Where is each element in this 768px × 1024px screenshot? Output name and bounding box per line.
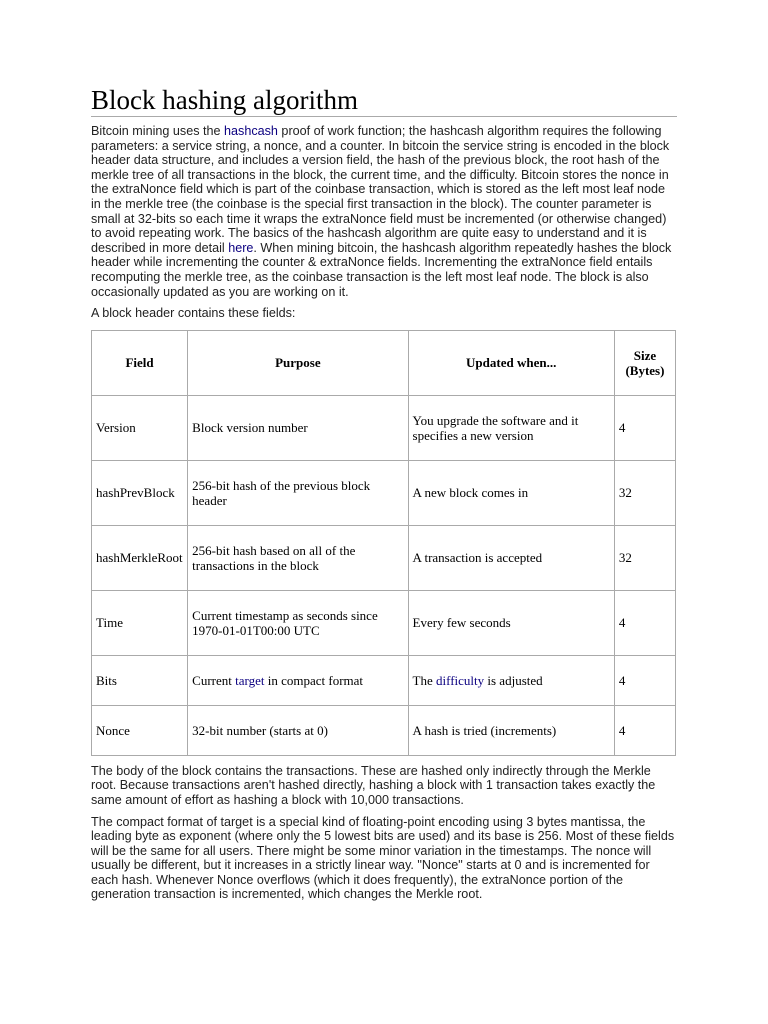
cell-field: hashPrevBlock [92, 460, 188, 525]
cell-size: 32 [614, 525, 675, 590]
cell-size: 4 [614, 395, 675, 460]
article [91, 84, 677, 902]
table-row [92, 525, 676, 590]
body-paragraph: The body of the block contains the transactions. These are hashed only indirectly through the Merkle root. Because transactions aren't hashed directly, hashing a block with 1 transaction takes exactly the same amount of effort as hashing a block with 10,000 transactions. [91, 763, 656, 807]
header-purpose: Purpose [188, 330, 408, 395]
cell-purpose: 256-bit hash of the previous block header [188, 460, 408, 525]
cell-updated: A transaction is accepted [408, 525, 614, 590]
cell-size: 4 [614, 655, 675, 705]
cell-field: Time [92, 590, 188, 655]
table-lead: A block header contains these fields: [91, 306, 296, 321]
table-row [92, 460, 676, 525]
intro-text-1: Bitcoin mining uses the [91, 124, 225, 138]
cell-field: hashMerkleRoot [92, 525, 188, 590]
block-header-table [91, 330, 676, 756]
cell-purpose [188, 655, 408, 705]
purpose-text-pre: Current [192, 672, 236, 688]
table-row [92, 395, 676, 460]
cell-field: Version [92, 395, 188, 460]
cell-size: 4 [614, 590, 675, 655]
header-size: Size (Bytes) [614, 330, 675, 395]
cell-purpose: 32-bit number (starts at 0) [188, 705, 408, 755]
table-row [92, 655, 676, 705]
cell-updated [408, 655, 614, 705]
header-updated: Updated when... [408, 330, 614, 395]
here-link[interactable]: here [228, 240, 254, 255]
cell-updated: You upgrade the software and it specifies a new version [408, 395, 614, 460]
cell-purpose: Block version number [188, 395, 408, 460]
cell-updated: A new block comes in [408, 460, 614, 525]
cell-size: 32 [614, 460, 675, 525]
intro-text-2: proof of work function; the hashcash algorithm requires the following parameters: a service string, a nonce, and a counter. In bitcoin the service string is encoded in the block header data structure, and includes a version field, the hash of the previous block, the root hash of the merkle tree of all transactions in the block, the current time, and the difficulty. Bitcoin stores the nonce in the extraNonce field which is part of the coinbase transaction, which is stored as the left most leaf node in the merkle tree (the coinbase is the special first transaction in the block). The counter parameter is small at 32-bits so each time it wraps the extraNonce field must be incremented (or otherwise changed) to avoid repeating work. The basics of the hashcash algorithm are quite easy to understand and it is described in more detail [91, 124, 670, 255]
hashcash-link[interactable]: hashcash [224, 124, 278, 138]
cell-updated: A hash is tried (increments) [408, 705, 614, 755]
table-row [92, 705, 676, 755]
cell-field: Bits [92, 655, 188, 705]
page-title: Block hashing algorithm [91, 84, 677, 117]
purpose-text-post: in compact format [264, 672, 364, 688]
updated-text-post: is adjusted [484, 672, 543, 688]
header-field: Field [92, 330, 188, 395]
difficulty-link[interactable]: difficulty [436, 672, 485, 688]
intro-text-3: . When mining bitcoin, the hashcash algorithm repeatedly hashes the block header while incrementing the counter & extraNonce fields. Incrementing the extraNonce field entails recomputing the merkle tree, as the coinbase transaction is the left most leaf node. The block is also occasionally updated as you are working on it. [91, 240, 672, 299]
updated-text-pre: The [412, 672, 436, 688]
cell-purpose: 256-bit hash based on all of the transactions in the block [188, 525, 408, 590]
cell-size: 4 [614, 705, 675, 755]
intro-paragraph [91, 124, 677, 299]
cell-purpose: Current timestamp as seconds since 1970-01-01T00:00 UTC [188, 590, 408, 655]
table-row [92, 590, 676, 655]
table-header-row [92, 330, 676, 395]
cell-updated: Every few seconds [408, 590, 614, 655]
cell-field: Nonce [92, 705, 188, 755]
compact-format-paragraph: The compact format of target is a special kind of floating-point encoding using 3 bytes mantissa, the leading byte as exponent (where only the 5 lowest bits are used) and its base is 256. Most of these fields will be the same for all users. There might be some minor variation in the timestamps. The nonce will usually be different, but it increases in a strictly linear way. "Nonce" starts at 0 and is incremented for each hash. Whenever Nonce overflows (which it does frequently), the extraNonce portion of the generation transaction is incremented, which changes the Merkle root. [91, 814, 675, 902]
target-link[interactable]: target [235, 672, 265, 688]
